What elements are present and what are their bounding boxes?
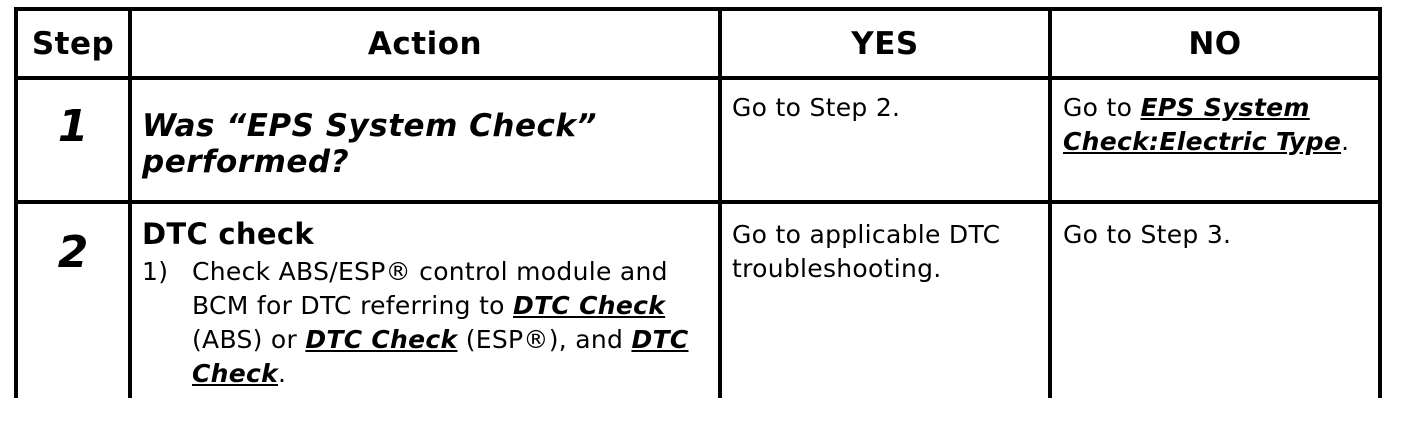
step-number-2: 2 — [57, 227, 89, 278]
header-no: NO — [1188, 25, 1242, 62]
item-text-2: (ABS) or — [192, 325, 306, 354]
table-border-right — [1378, 7, 1382, 398]
troubleshooting-table — [14, 7, 1382, 398]
dtc-check-link-3[interactable]: DTC Check — [192, 325, 689, 388]
header-divider — [14, 76, 1382, 80]
no-cell-2: Go to Step 3. — [1063, 220, 1232, 249]
header-step: Step — [31, 25, 115, 62]
yes-cell-1: Go to Step 2. — [732, 93, 901, 122]
dtc-check-link-2[interactable]: DTC Check — [305, 325, 458, 354]
action-list-item-1 — [142, 255, 712, 391]
row-divider — [14, 200, 1382, 204]
dtc-check-link-1[interactable]: DTC Check — [513, 291, 666, 320]
yes-cell-2: Go to applicable DTC troubleshooting. — [732, 220, 1001, 283]
no-cell-1-suffix: . — [1341, 127, 1350, 156]
header-yes: YES — [851, 25, 919, 62]
item-text-3: (ESP®), and — [457, 325, 632, 354]
action-cell-2 — [142, 217, 712, 391]
list-item-number: 1) — [142, 257, 169, 286]
item-text-4: . — [278, 359, 287, 388]
step-number-1: 1 — [57, 101, 89, 152]
no-cell-1-prefix: Go to — [1063, 93, 1141, 122]
eps-system-check-link[interactable]: EPS System Check:Electric Type — [1063, 93, 1342, 156]
item-text-1: Check ABS/ESP® control module and BCM for DTC referring to — [192, 257, 668, 320]
action-title-2: DTC check — [142, 217, 314, 251]
no-cell-1 — [1063, 91, 1375, 159]
header-action: Action — [367, 25, 483, 62]
action-question-1: Was “EPS System Check” performed? — [142, 108, 597, 180]
